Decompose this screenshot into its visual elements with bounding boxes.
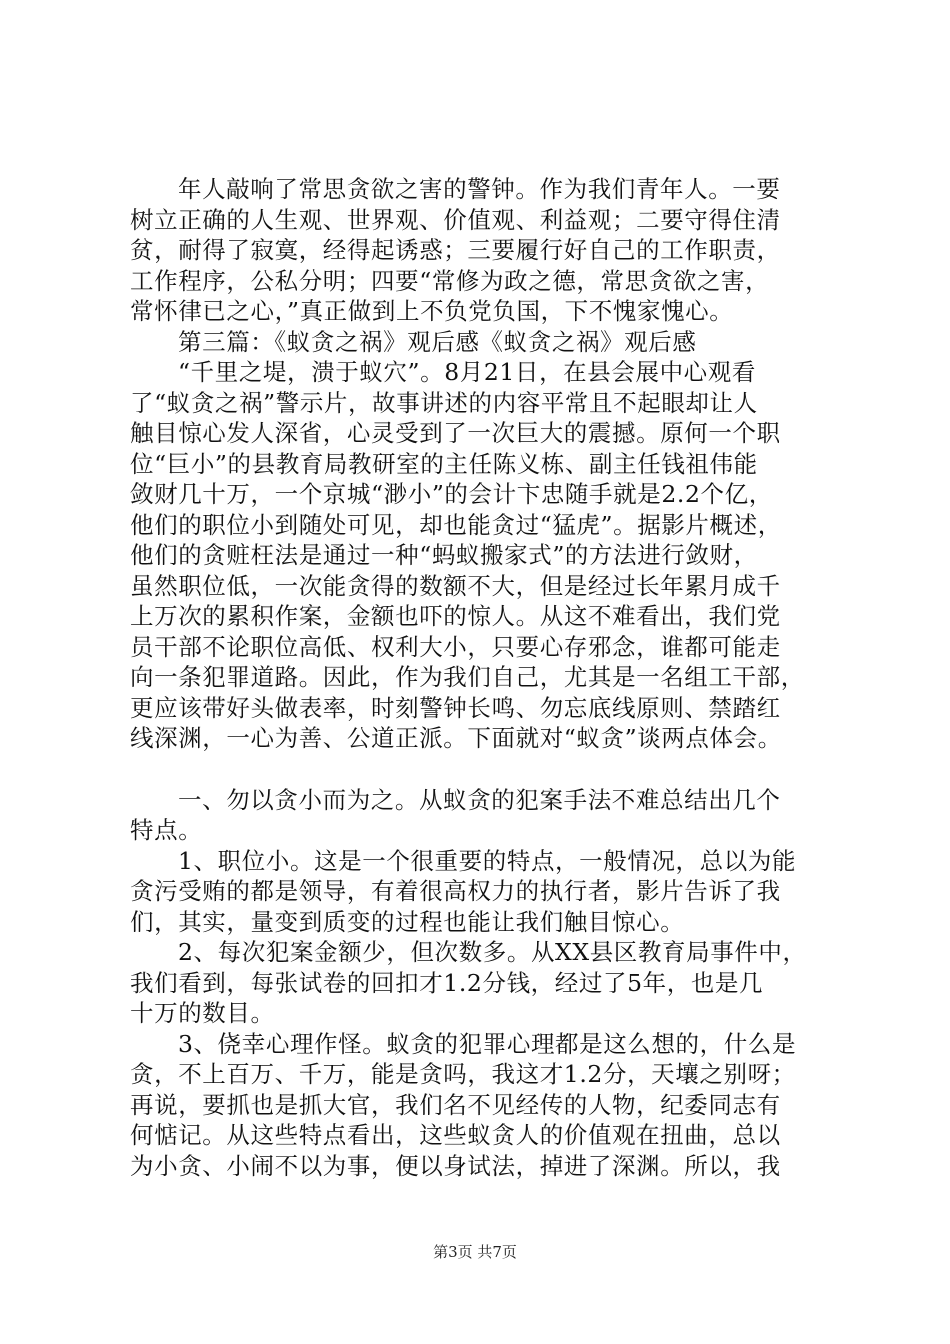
text-line: 何惦记。从这些特点看出，这些蚁贪人的价值观在扭曲，总以 (130, 1121, 781, 1149)
text-line: 2、每次犯案金额少，但次数多。从XX县区教育局事件中， (178, 938, 807, 966)
text-line: 线深渊，一心为善、公道正派。下面就对“蚁贪”谈两点体会。 (130, 724, 782, 752)
text-line: 们，其实，量变到质变的过程也能让我们触目惊心。 (130, 907, 685, 936)
text-line: 年人敲响了常思贪欲之害的警钟。作为我们青年人。一要 (178, 175, 781, 203)
text-line: 一、勿以贪小而为之。从蚁贪的犯案手法不难总结出几个 (178, 785, 781, 814)
text-line: 位“巨小”的县教育局教研室的主任陈义栋、副主任钱祖伟能 (130, 449, 758, 478)
text-line: 我们看到，每张试卷的回扣才1.2分钱，经过了5年，也是几 (130, 968, 764, 997)
text-line: 3、侥幸心理作怪。蚁贪的犯罪心理都是这么想的，什么是 (178, 1029, 797, 1058)
text-line: 十万的数目。 (130, 999, 275, 1027)
page-footer: 第3页 共7页 (433, 1243, 517, 1261)
text-line: 更应该带好头做表率，时刻警钟长鸣、勿忘底线原则、禁踏红 (130, 693, 781, 722)
text-line: 虽然职位低，一次能贪得的数额不大，但是经过长年累月成千 (130, 571, 781, 600)
text-line: 触目惊心发人深省，心灵受到了一次巨大的震撼。原何一个职 (130, 419, 781, 447)
text-line: 贫，耐得了寂寞，经得起诱惑；三要履行好自己的工作职责， (130, 236, 781, 264)
text-line: 常怀律已之心，”真正做到上不负党负国，下不愧家愧心。 (130, 297, 734, 325)
document-body (130, 174, 840, 1181)
text-line: 第三篇：《蚁贪之祸》观后感《蚁贪之祸》观后感 (178, 327, 697, 356)
text-line: 上万次的累积作案，金额也吓的惊人。从这不难看出，我们党 (130, 602, 781, 630)
text-line: 向一条犯罪道路。因此，作为我们自己，尤其是一名组工干部， (130, 663, 805, 691)
text-line: 他们的贪赃枉法是通过一种“蚂蚁搬家式”的方法进行敛财， (130, 541, 758, 569)
paragraph-gap (130, 754, 840, 785)
text-line: 贪污受贿的都是领导，有着很高权力的执行者，影片告诉了我 (130, 877, 781, 905)
text-line: 再说，要抓也是抓大官，我们名不见经传的人物，纪委同志有 (130, 1090, 781, 1119)
text-line: 特点。 (130, 816, 203, 844)
text-line: 敛财几十万，一个京城“渺小”的会计卞忠随手就是2.2个亿， (130, 480, 773, 508)
text-line: “千里之堤，溃于蚁穴”。8月21日，在县会展中心观看 (178, 358, 756, 386)
text-line: 树立正确的人生观、世界观、价值观、利益观；二要守得住清 (130, 205, 781, 234)
text-line: 1、职位小。这是一个很重要的特点，一般情况，总以为能 (178, 846, 797, 875)
text-line: 员干部不论职位高低、权利大小，只要心存邪念，谁都可能走 (130, 632, 781, 661)
text-line: 为小贪、小闹不以为事，便以身试法，掉进了深渊。所以，我 (130, 1151, 781, 1180)
text-line: 贪，不上百万、千万，能是贪吗，我这才1.2分，天壤之别呀； (130, 1060, 796, 1088)
text-line: 工作程序，公私分明；四要“常修为政之德，常思贪欲之害， (130, 266, 770, 295)
text-line: 他们的职位小到随处可见，却也能贪过“猛虎”。据影片概述， (130, 510, 782, 539)
text-line: 了“蚁贪之祸”警示片，故事讲述的内容平常且不起眼却让人 (130, 388, 758, 417)
